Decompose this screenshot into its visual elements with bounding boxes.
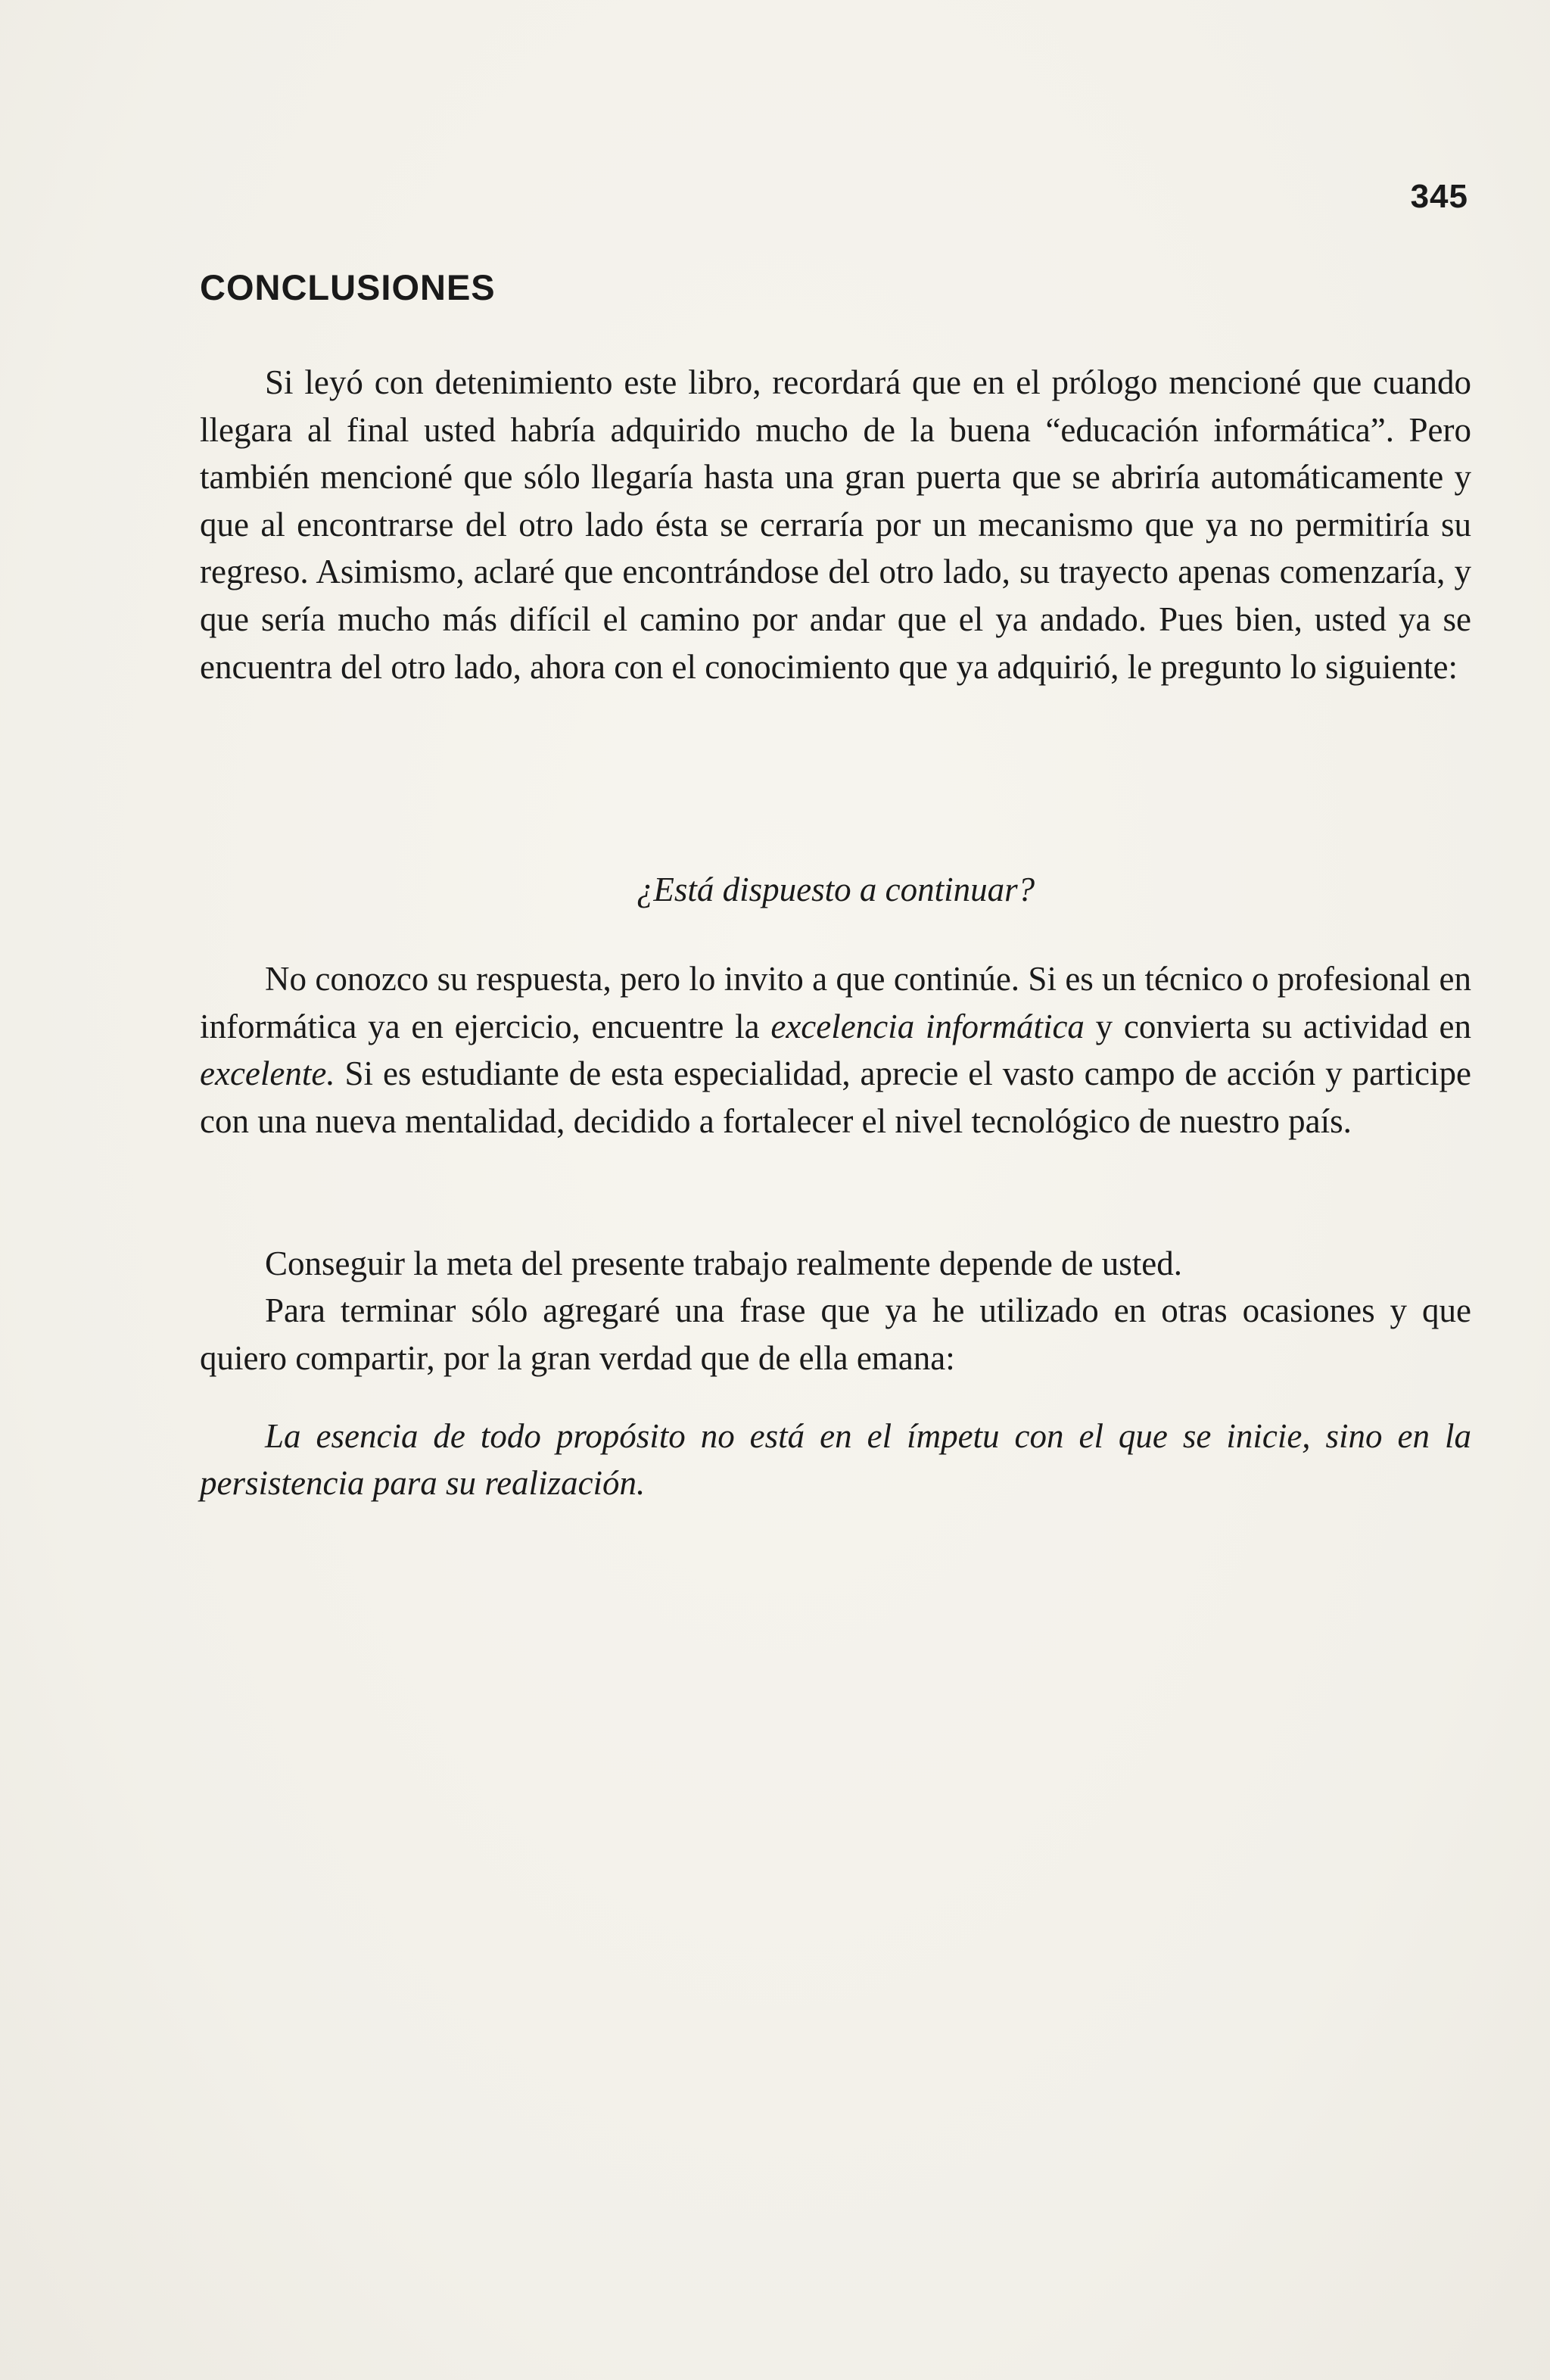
emphasis-excelente: excelente. <box>200 1054 335 1093</box>
page-number: 345 <box>1410 178 1468 215</box>
chapter-title: CONCLUSIONES <box>200 267 496 307</box>
paragraph-intro: Si leyó con detenimiento este libro, recordará que en el prólogo mencioné que cuando llegara al final usted habría adquirido mucho de la buena “educación informática”. Pero también mencioné que sólo llegaría hasta una gran puerta que se abriría automáticamente y que al encontrarse del otro lado ésta se cerraría por un mecanismo que ya no permitiría su regreso. Asimismo, aclaré que encontrándose del otro lado, su trayecto apenas comenzaría, y que sería mucho más difícil el camino por andar que el ya andado. Pues bien, usted ya se encuentra del otro lado, ahora con el conocimiento que ya adquirió, le pregunto lo siguiente: <box>200 363 1471 686</box>
paragraph-invitation <box>200 955 1471 1145</box>
question-line: ¿Está dispuesto a continuar? <box>636 871 1035 908</box>
closing-quote: La esencia de todo propósito no está en el ímpetu con el que se inicie, sino en la persistencia para su realización. <box>200 1417 1471 1502</box>
paragraph-invitation-text-1: No conozco su respuesta, pero lo invito a que continúe. Si es un técnico o profesional en informática ya en ejercicio, encuentre la <box>200 960 1471 1045</box>
paragraph-goal: Conseguir la meta del presente trabajo realmente depende de usted. <box>265 1245 1183 1282</box>
paragraph-invitation-text-3: Si es estudiante de esta especialidad, aprecie el vasto campo de acción y participe con una nueva mentalidad, decidido a fortalecer el nivel tecnológico de nuestro país. <box>200 1054 1471 1140</box>
paragraph-closing: Para terminar sólo agregaré una frase que ya he utilizado en otras ocasiones y que quiero compartir, por la gran verdad que de ella emana: <box>200 1291 1471 1377</box>
paragraph-invitation-text-2: y convierta su actividad en <box>1084 1007 1472 1045</box>
emphasis-excelencia-informatica: excelencia informática <box>770 1007 1085 1045</box>
